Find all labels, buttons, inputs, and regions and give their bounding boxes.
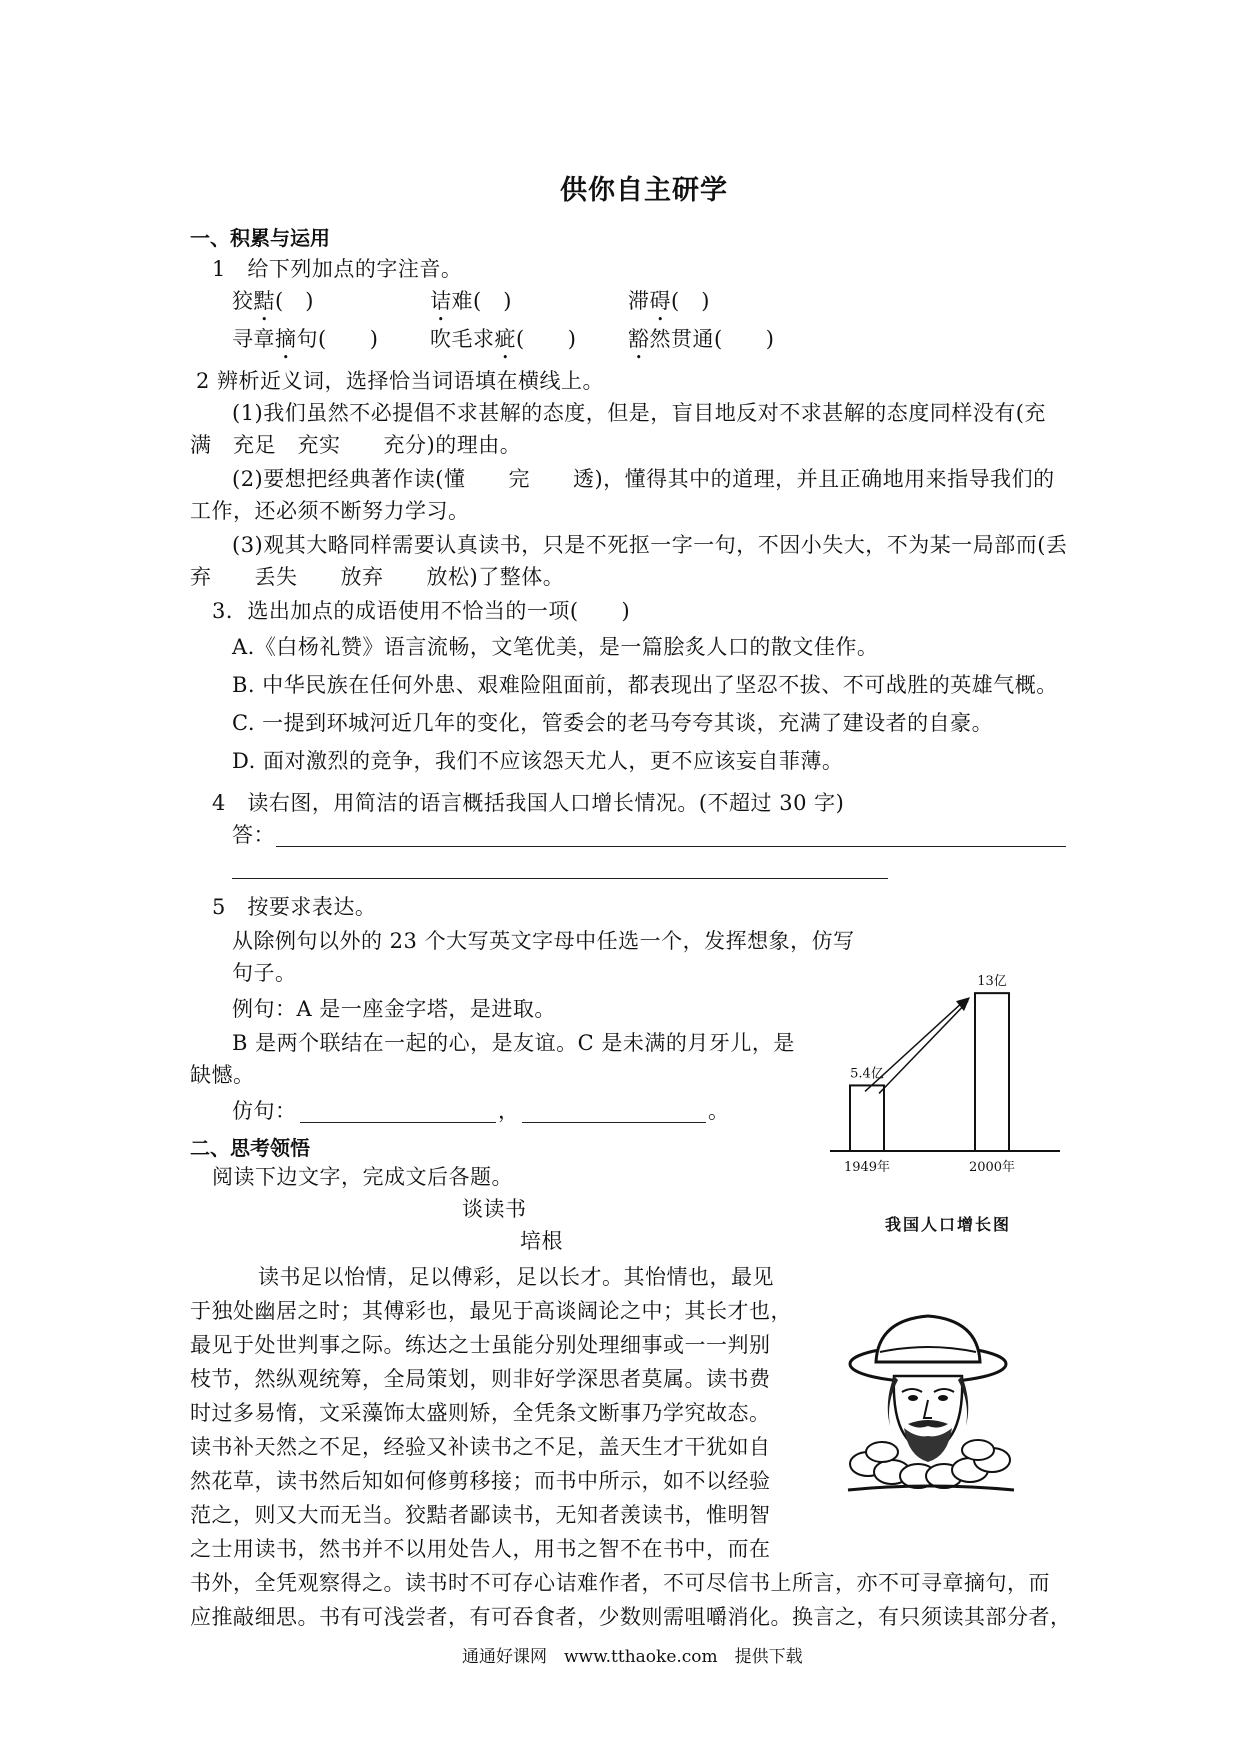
q2-prompt: 2 辨析近义词，选择恰当词语填在横线上。 [196, 369, 605, 393]
article-author: 培根 [520, 1229, 563, 1253]
growth-arrow-line [879, 1001, 968, 1093]
section-1-heading: 一、积累与运用 [190, 226, 330, 250]
bacon-portrait-image [828, 1306, 1028, 1496]
q2-line: 弃 丢失 放弃 放松)了整体。 [190, 565, 565, 589]
reading-intro: 阅读下边文字，完成文后各题。 [212, 1165, 513, 1189]
bar-data-label: 13亿 [977, 974, 1007, 990]
growth-arrow-line [865, 999, 966, 1091]
q1-item: 诘难( ) [430, 289, 512, 313]
q4-answer-label: 答： [232, 823, 275, 847]
q2-line: (1)我们虽然不必提倡不求甚解的态度，但是，盲目地反对不求甚解的态度同样没有(充 [232, 401, 1046, 425]
q1-item: 寻章摘句( ) [232, 327, 379, 351]
body-line: 书外，全凭观察得之。读书时不可存心诘难作者，不可尽信书上所言，亦不可寻章摘句，而 [190, 1571, 1050, 1595]
q5-line: B 是两个联结在一起的心，是友谊。C 是未满的月牙儿，是 [232, 1031, 795, 1055]
body-line: 最见于处世判事之际。练达之士虽能分别处理细事或一一判别 [190, 1333, 771, 1357]
imitate-blank-2[interactable] [522, 1122, 706, 1123]
q4-prompt: 4 读右图，用简洁的语言概括我国人口增长情况。(不超过 30 字) [212, 791, 845, 815]
q5-line: 缺憾。 [190, 1063, 255, 1087]
section-2-heading: 二、思考领悟 [190, 1136, 310, 1160]
q1-item: 狡黠( ) [232, 288, 314, 326]
body-line: 时过多易惰，文采藻饰太盛则矫，全凭条文断事乃学究故态。 [190, 1401, 771, 1425]
q1-item: 滞碍( ) [628, 289, 710, 313]
x-tick-label: 1949年 [843, 1160, 891, 1175]
q5-imitate-label: 仿句： [232, 1099, 297, 1123]
body-line: 枝节，然纵观统筹，全局策划，则非好学深思者莫属。读书费 [190, 1367, 771, 1391]
q3-option-a: A.《白杨礼赞》语言流畅，文笔优美，是一篇脍炙人口的散文佳作。 [232, 635, 879, 659]
body-line: 于独处幽居之时；其傅彩也，最见于高谈阔论之中；其长才也， [190, 1299, 792, 1323]
footer-download-note: 通通好课网 www.tthaoke.com 提供下载 [462, 1647, 803, 1667]
q1-item: 豁然贯通( ) [628, 327, 775, 351]
body-line: 范之，则又大而无当。狡黠者鄙读书，无知者羡读书，惟明智 [190, 1503, 771, 1527]
period: 。 [708, 1099, 730, 1123]
q1-item: 吹毛求疵( ) [430, 327, 577, 351]
page-title: 供你自主研学 [560, 175, 728, 206]
x-tick-label: 2000年 [968, 1160, 1016, 1175]
bar-1949年 [850, 1085, 884, 1151]
q1-prompt: 1 给下列加点的字注音。 [212, 257, 463, 281]
body-line: 读书足以怡情，足以傅彩，足以长才。其怡情也，最见 [258, 1265, 774, 1289]
answer-line[interactable] [232, 878, 888, 879]
q2-line: 满 充足 充实 充分)的理由。 [190, 433, 522, 457]
q5-line: 句子。 [232, 961, 297, 985]
growth-arrow-head [956, 997, 970, 1011]
q5-line: 从除例句以外的 23 个大写英文字母中任选一个，发挥想象，仿写 [232, 929, 855, 953]
body-line: 读书补天然之不足，经验又补读书之不足，盖天生才干犹如自 [190, 1435, 771, 1459]
bar-data-label: 5.4亿 [850, 1066, 884, 1082]
imitate-blank-1[interactable] [300, 1122, 496, 1123]
q3-option-c: C. 一提到环城河近几年的变化，管委会的老马夸夸其谈，充满了建设者的自豪。 [232, 711, 994, 735]
q2-line: 工作，还必须不断努力学习。 [190, 499, 470, 523]
q2-line: (3)观其大略同样需要认真读书，只是不死抠一字一句，不因小失大，不为某一局部而(丢 [232, 533, 1068, 557]
body-line: 然花草，读书然后知如何修剪移接；而书中所示，如不以经验 [190, 1469, 771, 1493]
q2-line: (2)要想把经典著作读(懂 完 透)，懂得其中的道理，并且正确地用来指导我们的 [232, 467, 1055, 491]
q3-option-d: D. 面对激烈的竞争，我们不应该怨天尤人，更不应该妄自菲薄。 [232, 749, 844, 773]
article-title: 谈读书 [462, 1197, 527, 1221]
body-line: 之士用读书，然书并不以用处告人，用书之智不在书中，而在 [190, 1537, 771, 1561]
population-chart [820, 965, 1070, 1175]
q3-option-b: B. 中华民族在任何外患、艰难险阻面前，都表现出了坚忍不拔、不可战胜的英雄气概。 [232, 673, 1058, 697]
q5-line: 例句：A 是一座金字塔，是进取。 [232, 997, 556, 1021]
bar-2000年 [975, 993, 1009, 1151]
q3-prompt: 3．选出加点的成语使用不恰当的一项( ) [212, 599, 631, 623]
body-line: 应推敲细思。书有可浅尝者，有可吞食者，少数则需咀嚼消化。换言之，有只须读其部分者， [190, 1605, 1072, 1629]
answer-line[interactable] [276, 846, 1066, 847]
chart-caption: 我国人口增长图 [885, 1215, 1012, 1234]
q5-prompt: 5 按要求表达。 [212, 895, 377, 919]
comma: ， [498, 1099, 520, 1123]
